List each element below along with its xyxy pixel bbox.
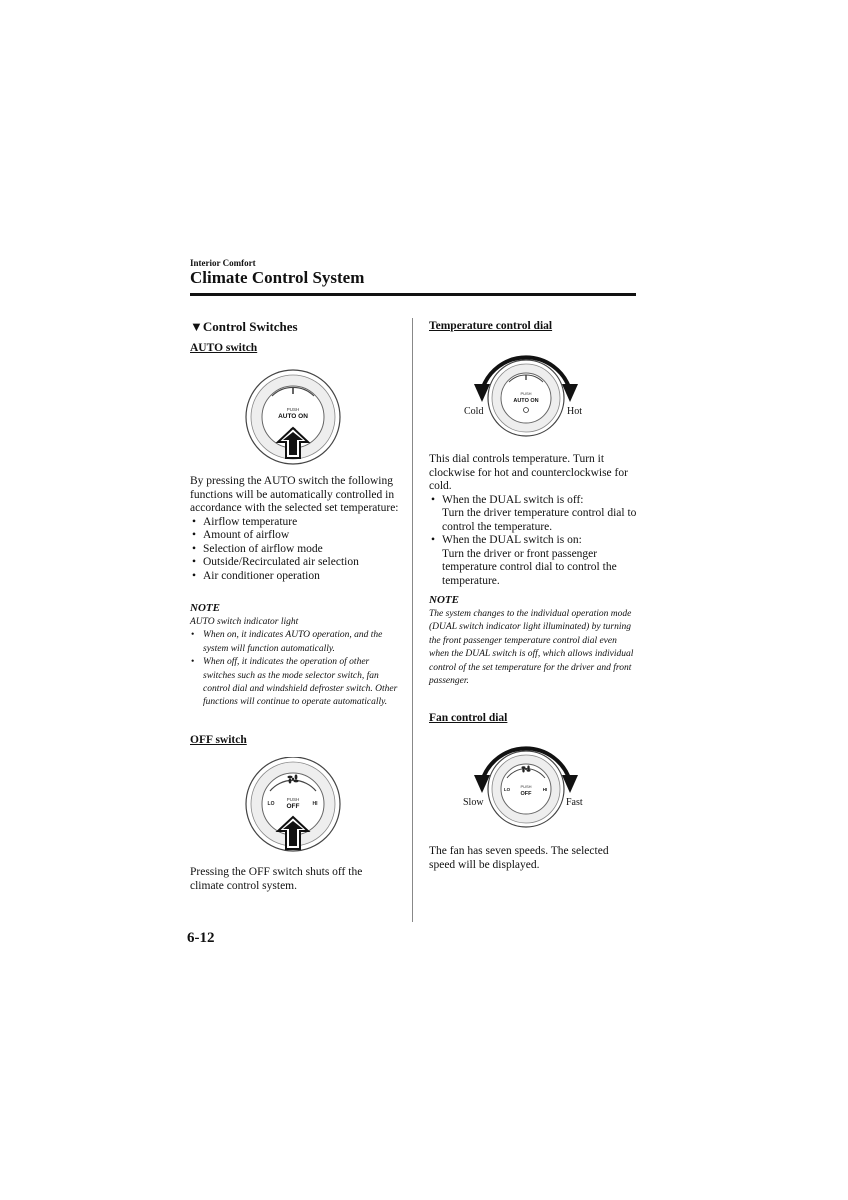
list-item-lead: • When the DUAL switch is off: — [442, 493, 584, 506]
list-item: • When off, it indicates the operation of other switches such as the mode selector switch, fan control dial and windshield defroster switch. Other functions will continue to operate automatically. — [190, 656, 402, 710]
fast-label: Fast — [566, 797, 583, 808]
temperature-dial-subhead: Temperature control dial — [429, 320, 553, 332]
auto-note-intro: AUTO switch indicator light — [190, 617, 299, 627]
column-divider — [412, 318, 413, 922]
off-dial-label: OFF — [286, 803, 300, 810]
fan-dial-illustration — [470, 735, 582, 835]
temperature-note: The system changes to the individual operation mode (DUAL switch indicator light illuminated) by turning the front passenger temperature control dial even when the DUAL switch is off, which allows individual control of the set temperature for the driver and front passenger. — [429, 609, 634, 687]
list-item: • Air conditioner operation — [190, 570, 405, 584]
auto-note-title: NOTE — [190, 602, 220, 614]
list-item-lead: • When the DUAL switch is on: — [442, 534, 582, 546]
fan-dial-label: OFF — [520, 791, 532, 797]
off-dial-push-text: PUSH — [286, 797, 300, 802]
list-item: • When on, it indicates AUTO operation, and the system will function automatically. — [190, 629, 402, 656]
temperature-dial-illustration — [470, 344, 582, 444]
list-item: • Airflow temperature — [190, 516, 405, 530]
list-item: • Outside/Recirculated air selection — [190, 556, 405, 570]
auto-dial-label: AUTO ON — [278, 413, 308, 420]
hot-label: Hot — [567, 406, 582, 417]
fan-dial-hi: HI — [542, 787, 548, 792]
temperature-note-title: NOTE — [429, 594, 459, 606]
list-item: • Amount of airflow — [190, 529, 405, 543]
page-title: Climate Control System — [190, 268, 365, 287]
fan-dial-text: The fan has seven speeds. The selected speed will be displayed. — [429, 845, 609, 871]
dual-switch-list — [429, 494, 641, 589]
fan-dial-subhead: Fan control dial — [429, 712, 508, 724]
list-item: • Selection of airflow mode — [190, 543, 405, 557]
cold-label: Cold — [464, 406, 484, 417]
page-number: 6-12 — [187, 930, 215, 946]
off-switch-text: Pressing the OFF switch shuts off the climate control system. — [190, 866, 363, 892]
slow-label: Slow — [463, 797, 484, 808]
off-dial-lo: LO — [267, 801, 275, 807]
section-label: Interior Comfort — [190, 258, 256, 268]
auto-switch-text — [190, 475, 405, 583]
temperature-dial-intro: This dial controls temperature. Turn it clockwise for hot and counterclockwise for cold. — [429, 453, 628, 492]
temp-dial-push-text: PUSH — [520, 391, 532, 396]
auto-note-list — [190, 629, 402, 709]
list-item-detail: Turn the driver temperature control dial to control the temperature. — [442, 507, 637, 533]
off-switch-illustration — [240, 757, 350, 857]
temperature-dial-text — [429, 453, 641, 588]
auto-switch-illustration — [240, 368, 350, 468]
off-dial-hi: HI — [312, 801, 318, 807]
auto-note — [190, 616, 402, 710]
fan-dial-lo: LO — [503, 787, 511, 792]
fan-dial-push-text: PUSH — [520, 784, 532, 789]
auto-switch-intro: By pressing the AUTO switch the following functions will be automatically controlled in accordance with the selected set temperature: — [190, 475, 399, 514]
auto-dial-push-text: PUSH — [286, 407, 300, 412]
temp-dial-label: AUTO ON — [513, 398, 539, 404]
off-switch-subhead: OFF switch — [190, 734, 247, 746]
auto-function-list — [190, 516, 405, 584]
auto-switch-subhead: AUTO switch — [190, 342, 258, 354]
list-item — [429, 494, 641, 535]
list-item — [429, 534, 641, 588]
title-rule — [190, 293, 636, 296]
list-item-detail: Turn the driver or front passenger temperature control dial to control the temperature. — [442, 547, 617, 587]
control-switches-heading: ▼Control Switches — [190, 319, 298, 334]
